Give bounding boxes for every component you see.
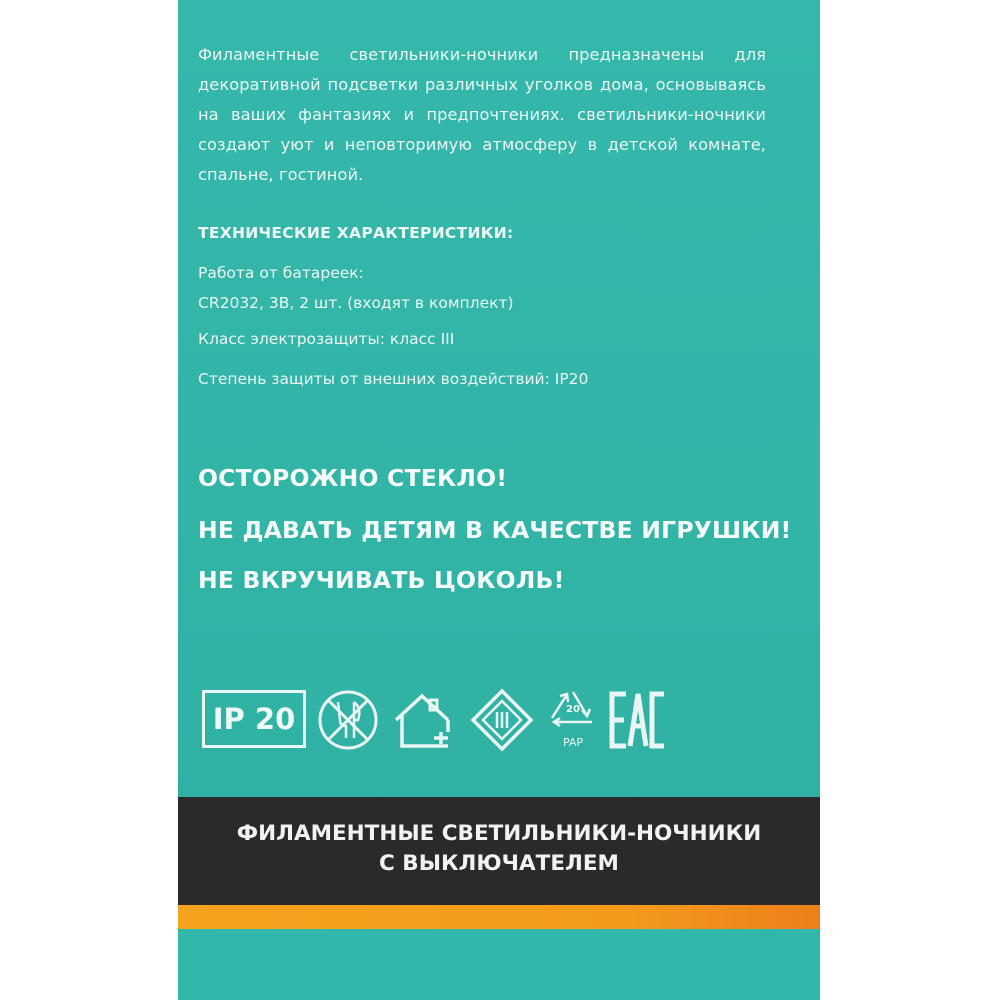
- warning-glass: ОСТОРОЖНО СТЕКЛО!: [198, 464, 508, 492]
- spec-protection-class: Класс электрозащиты: класс III: [198, 330, 455, 348]
- orange-stripe: [178, 905, 820, 929]
- class-iii-icon: [470, 688, 534, 752]
- warning-no-screw: НЕ ВКРУЧИВАТЬ ЦОКОЛЬ!: [198, 566, 565, 594]
- bottom-teal-area: [178, 929, 820, 1000]
- product-name: [178, 819, 820, 879]
- spec-battery: [198, 258, 514, 318]
- eac-mark-icon: [608, 688, 668, 752]
- description-paragraph: Филаментные светильники-ночники предназначены для декоративной подсветки различных уголков дома, основываясь на ваших фантазиях и предпочтениях. светильники-ночники создают уют и неповторимую атмосферу в детской комнате, спальне, гостиной.: [198, 45, 766, 184]
- recycle-pap-icon: [546, 688, 600, 754]
- spec-battery-label: Работа от батареек:: [198, 264, 364, 282]
- recycle-code: PAP: [562, 736, 584, 749]
- package-back: [178, 0, 820, 1000]
- ip20-icon: IP 20: [202, 690, 306, 748]
- recycle-number: 20: [566, 704, 580, 715]
- product-name-line1: ФИЛАМЕНТНЫЕ СВЕТИЛЬНИКИ-НОЧНИКИ: [236, 821, 762, 846]
- product-name-line2: С ВЫКЛЮЧАТЕЛЕМ: [379, 851, 619, 876]
- spec-battery-value: CR2032, 3В, 2 шт. (входят в комплект): [198, 294, 514, 312]
- warning-not-toy: НЕ ДАВАТЬ ДЕТЯМ В КАЧЕСТВЕ ИГРУШКИ!: [198, 516, 792, 544]
- not-food-contact-icon: [316, 688, 380, 752]
- specs-title: ТЕХНИЧЕСКИЕ ХАРАКТЕРИСТИКИ:: [198, 224, 514, 242]
- description-text: [198, 40, 766, 190]
- product-name-band: [178, 797, 820, 905]
- spec-ip-rating: Степень защиты от внешних воздействий: IP20: [198, 370, 589, 388]
- certification-icons: [202, 688, 702, 758]
- indoor-use-icon: [390, 688, 454, 752]
